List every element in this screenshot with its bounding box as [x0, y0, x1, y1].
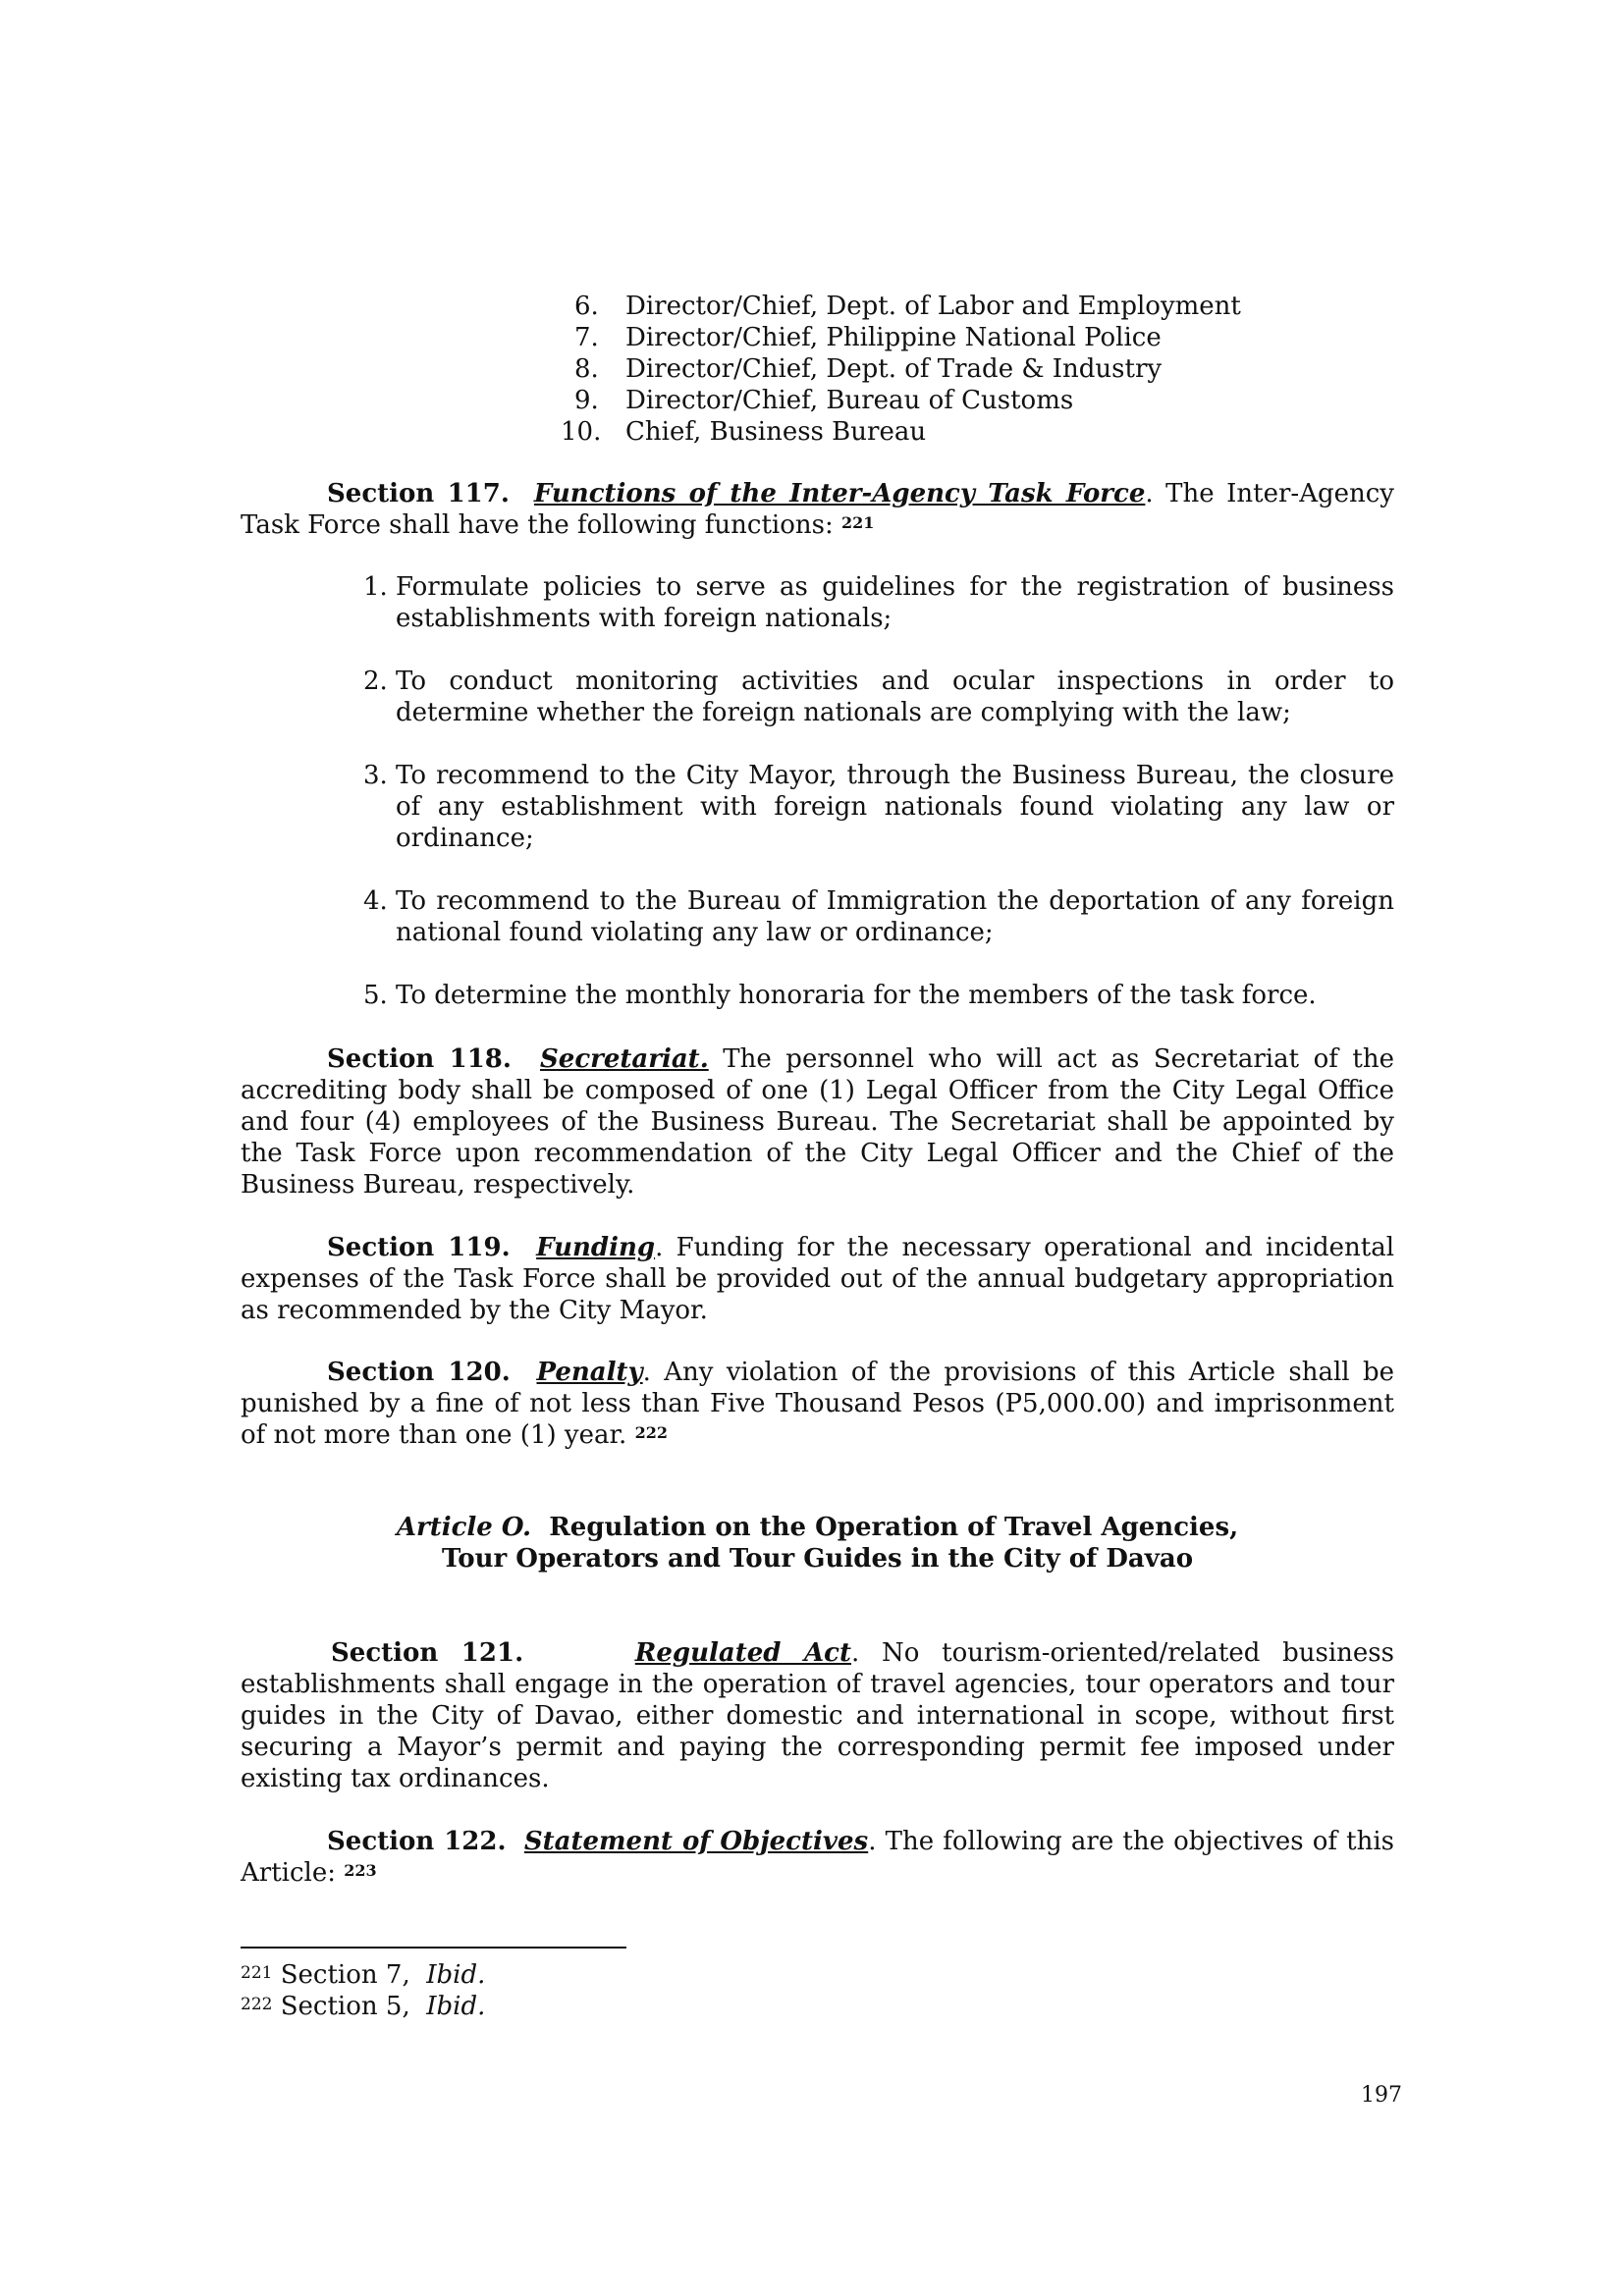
footnote: $^{221}$ Section 7, Ibid. [241, 1960, 486, 1990]
section-title: Secretariat. [540, 1044, 709, 1074]
footnote: $^{222}$ Section 5, Ibid. [241, 1992, 486, 2021]
footnote-divider [241, 1947, 626, 1949]
section-heading: Section 121. [331, 1638, 524, 1668]
footnote-ref: 221 [841, 513, 875, 532]
section-heading: Section 118. [327, 1044, 512, 1074]
section-title: Functions of the Inter-Agency Task Force [533, 479, 1146, 508]
list-item: 6. Director/Chief, Dept. of Labor and Employment [574, 292, 1241, 321]
functions-list [363, 571, 1394, 1011]
page-number: 197 [1361, 2083, 1402, 2108]
article-heading: Article O. Regulation on the Operation of Travel Agencies, Tour Operators and Tour Guides in the City of Davao [396, 1513, 1239, 1574]
list-item: 2. To conduct monitoring activities and ocular inspections in order to determine whether the foreign nationals are complying with the law; [363, 667, 1394, 727]
footnote-ref: 223 [344, 1861, 377, 1880]
section-heading: Section 119. [327, 1233, 511, 1262]
footnotes [241, 1959, 485, 2022]
section-heading: Section 120. [327, 1358, 511, 1387]
section-122: Section 122. Statement of Objectives. The following are the objectives of this Article: $^{223}$ [241, 1827, 1395, 1888]
section-title: Funding [536, 1233, 656, 1262]
list-item: 3. To recommend to the City Mayor, through the Business Bureau, the closure of any establishment with foreign nationals found violating any law or ordinance; [363, 761, 1394, 853]
list-item: 1. Formulate policies to serve as guidelines for the registration of business establishments with foreign nationals; [363, 572, 1394, 633]
list-item: 8. Director/Chief, Dept. of Trade & Industry [574, 354, 1163, 384]
task-force-members-list [561, 291, 1241, 448]
article-label: Article O. [396, 1513, 532, 1542]
section-120: Section 120. Penalty. Any violation of the provisions of this Article shall be punished by a fine of not less than Five Thousand Pesos (P5,000.00) and imprisonment of not more than one (1) year. $^{222}$ [241, 1358, 1394, 1450]
section-heading: Section 117. [327, 479, 510, 508]
section-title: Penalty [536, 1358, 643, 1387]
list-item: 9. Director/Chief, Bureau of Customs [574, 386, 1074, 415]
section-title: Regulated Act [634, 1638, 851, 1668]
list-item: 7. Director/Chief, Philippine National Police [574, 323, 1162, 352]
list-item: 4. To recommend to the Bureau of Immigration the deportation of any foreign national found violating any law or ordinance; [363, 886, 1394, 947]
section-heading: Section 122. [327, 1827, 507, 1856]
section-118: Section 118. Secretariat. The personnel who will act as Secretariat of the accrediting body shall be composed of one (1) Legal Officer from the City Legal Office and four (4) employees of the Business Bureau. The Secretariat shall be appointed by the Task Force upon recommendation of the City Legal Officer and the Chief of the Business Bureau, respectively. [241, 1044, 1394, 1200]
section-121: Section 121. Regulated Act. No tourism-oriented/related business establishments shall engage in the operation of travel agencies, tour operators and tour guides in the City of Davao, either domestic and international in scope, without first securing a Mayor’s permit and paying the corresponding permit fee imposed under existing tax ordinances. [241, 1638, 1394, 1793]
list-item: 5. To determine the monthly honoraria for the members of the task force. [363, 981, 1317, 1010]
section-119: Section 119. Funding. Funding for the necessary operational and incidental expenses of the Task Force shall be provided out of the annual budgetary appropriation as recommended by the City Mayor. [241, 1233, 1395, 1325]
footnote-ref: 222 [634, 1423, 668, 1442]
list-item: 10. Chief, Business Bureau [561, 417, 927, 447]
section-title: Statement of Objectives [523, 1827, 869, 1856]
section-117: Section 117. Functions of the Inter-Agency Task Force. The Inter-Agency Task Force shall have the following functions: $^{221}$ [241, 479, 1394, 540]
